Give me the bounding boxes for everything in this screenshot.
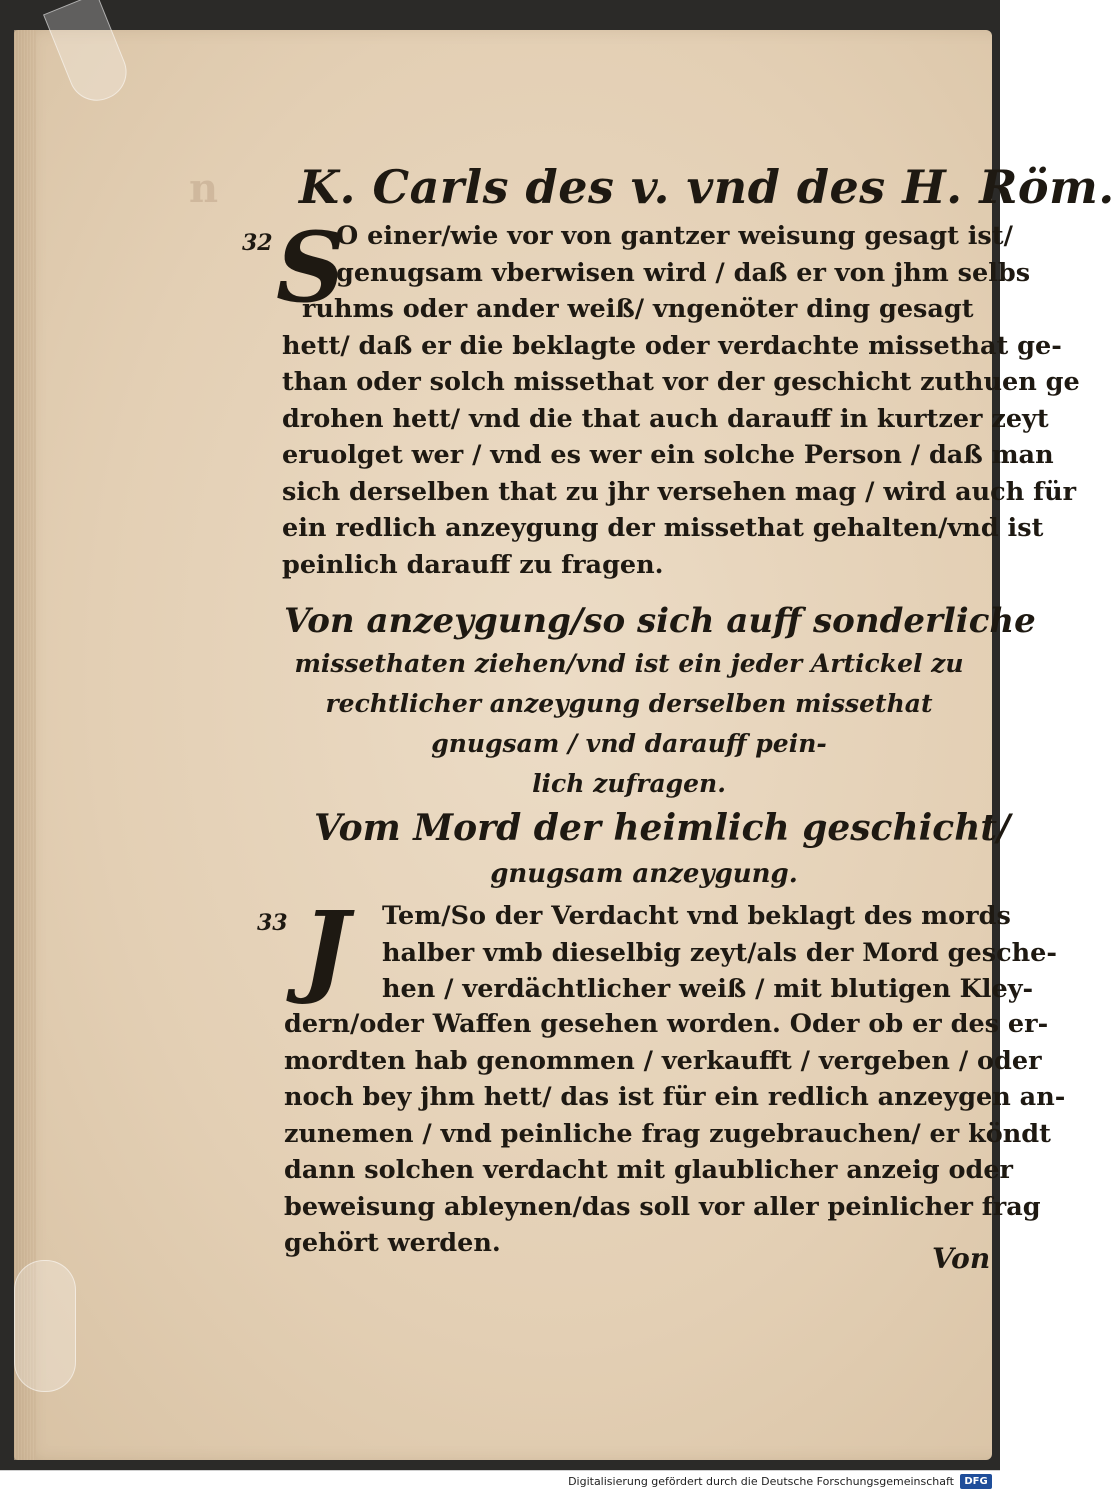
text-line: mordten hab genommen / verkaufft / vergeben / oder bbox=[284, 1045, 1042, 1076]
subheading bbox=[314, 802, 1011, 894]
catchword: Von bbox=[932, 1242, 991, 1275]
article-number-33: 33 bbox=[257, 910, 288, 936]
text-line: sich derselben that zu jhr versehen mag / wird auch für bbox=[282, 476, 1077, 507]
book-page bbox=[14, 30, 1115, 1460]
heading-line: rechtlicher anzeygung derselben missethat bbox=[325, 689, 933, 718]
article-32-lines-b bbox=[282, 291, 1080, 583]
text-line: beweisung ableynen/das soll vor aller peinlicher frag bbox=[284, 1191, 1041, 1222]
text-line: Tem/So der Verdacht vnd beklagt des mords bbox=[382, 901, 1011, 931]
initial-letter-j: J bbox=[302, 889, 350, 1007]
text-line: dann solchen verdacht mit glaublicher anzeig oder bbox=[284, 1155, 1013, 1185]
section-heading bbox=[284, 598, 1036, 804]
glass-clip-bottom bbox=[14, 1260, 76, 1392]
bleed-through-mark: n bbox=[189, 165, 219, 212]
footer-credit: Digitalisierung gefördert durch die Deutsche Forschungsgemeinschaft bbox=[568, 1475, 954, 1488]
article-33-lines-a bbox=[382, 898, 1057, 1008]
article-number-32: 32 bbox=[242, 230, 273, 256]
text-line: halber vmb dieselbig zeyt/als der Mord gesche- bbox=[382, 937, 1057, 968]
footer-bar bbox=[0, 1470, 1000, 1493]
text-line: ein redlich anzeygung der missethat gehalten/vnd ist bbox=[282, 513, 1044, 543]
heading-line: Von anzeygung/so sich auff sonderliche bbox=[284, 601, 1036, 641]
text-line: hen / verdächtlicher weiß / mit blutigen Kley- bbox=[382, 974, 1034, 1004]
text-line: drohen hett/ vnd die that auch darauff in kurtzer zeyt bbox=[282, 403, 1049, 434]
text-line: gehört werden. bbox=[284, 1228, 501, 1258]
text-line: genugsam vberwisen wird / daß er von jhm selbs bbox=[336, 257, 1031, 288]
running-header: K. Carls des v. vnd des H. Röm. bbox=[299, 160, 1115, 214]
heading-line: missethaten ziehen/vnd ist ein jeder Artickel zu bbox=[294, 649, 964, 678]
text-line: dern/oder Waffen gesehen worden. Oder ob er des er- bbox=[284, 1009, 1049, 1039]
text-line: noch bey jhm hett/ das ist für ein redlich anzeygen an- bbox=[284, 1082, 1066, 1112]
text-line: zunemen / vnd peinliche frag zugebrauchen/ er köndt bbox=[284, 1118, 1051, 1149]
text-line: hett/ daß er die beklagte oder verdachte missethat ge- bbox=[282, 330, 1062, 361]
text-line: than oder solch missethat vor der geschicht zuthuen ge bbox=[282, 367, 1080, 397]
article-32-lines-a bbox=[336, 218, 1030, 291]
text-line: eruolget wer / vnd es wer ein solche Person / daß man bbox=[282, 440, 1054, 470]
initial-letter-s: S bbox=[276, 211, 346, 324]
heading-line: lich zufragen. bbox=[532, 769, 726, 798]
heading-line: Vom Mord der heimlich geschicht/ bbox=[314, 807, 1011, 849]
heading-line: gnugsam / vnd darauff pein- bbox=[431, 729, 827, 758]
article-33-lines-b bbox=[284, 1006, 1065, 1262]
text-line: O einer/wie vor von gantzer weisung gesagt ist/ bbox=[336, 221, 1013, 251]
text-line: ruhms oder ander weiß/ vngenöter ding gesagt bbox=[302, 294, 974, 324]
heading-line: gnugsam anzeygung. bbox=[490, 859, 798, 889]
dfg-logo-icon: DFG bbox=[960, 1474, 992, 1489]
page-text bbox=[14, 30, 1115, 1460]
text-line: peinlich darauff zu fragen. bbox=[282, 549, 664, 580]
